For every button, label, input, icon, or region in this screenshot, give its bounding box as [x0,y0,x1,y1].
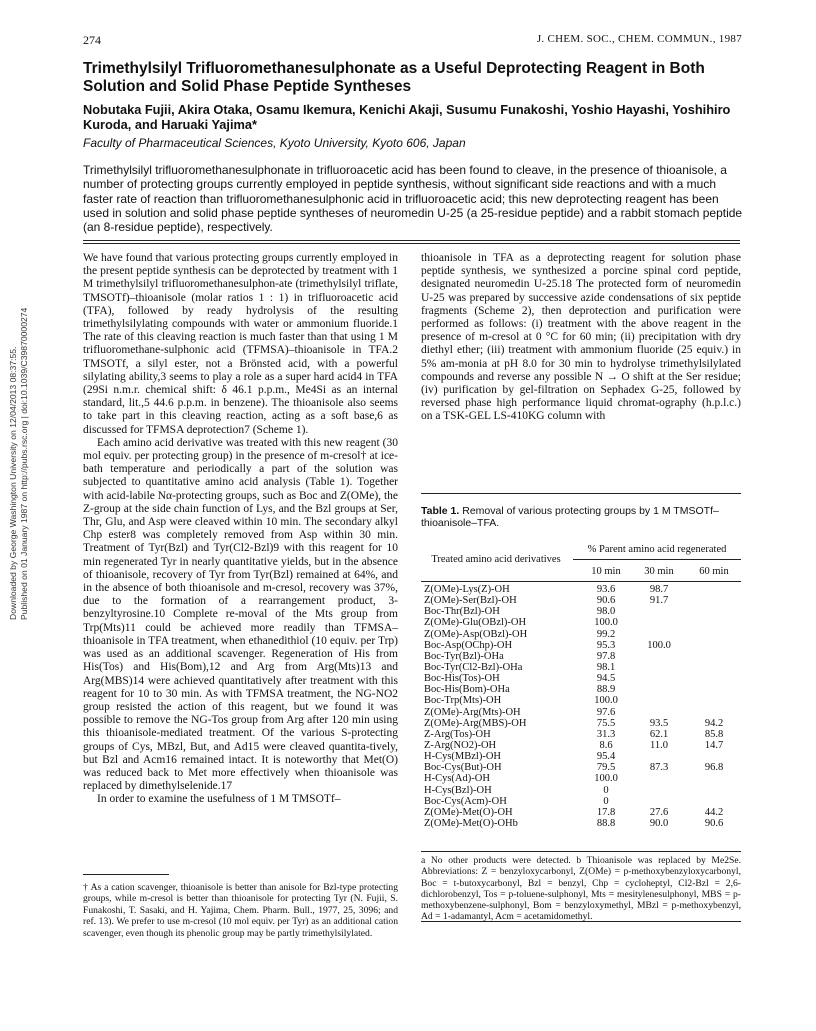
table-row [421,640,741,651]
body-column-right [421,252,741,424]
download-note: Downloaded by George Washington University on 12/04/2013 08:37:55. [8,346,18,620]
table-caption [421,505,741,529]
table-row [421,707,741,718]
table-cell-10min: 95.3 [596,639,616,651]
table-cell-10min: 97.6 [596,706,616,718]
table-row [421,584,741,595]
table-row [421,818,741,829]
table-rule-top [421,493,741,494]
table-cell-derivative: Z-Arg(Tos)-OH [424,728,491,740]
body-column-left [83,252,398,807]
table-cell-10min: 94.5 [596,673,616,685]
body-paragraph: In order to examine the usefulness of 1 M TMSOTf– [97,793,341,806]
table-cell-10min: 8.6 [599,739,613,751]
table-caption-text: Removal of various protecting groups by 1 M TMSOTf–thioanisole–TFA. [421,505,719,529]
table-row [421,617,741,628]
table-cell-10min: 0 [603,795,609,807]
table-row [421,762,741,773]
table-cell-10min: 100.0 [594,695,618,707]
table-cell-derivative: H-Cys(Ad)-OH [424,773,490,785]
table-cell-10min: 75.5 [596,717,616,729]
table-cell-derivative: H-Cys(Bzl)-OH [424,784,492,796]
table-group-header: % Parent amino acid regenerated [587,544,727,555]
table-cell-10min: 0 [603,784,609,796]
table-cell-derivative: H-Cys(MBzl)-OH [424,751,501,763]
article-title: Trimethylsilyl Trifluoromethanesulphonate as a Useful Deprotecting Reagent in Both Solution and Solid Phase Peptide Syntheses [83,60,705,95]
table-row [421,773,741,784]
table-cell-30min: 93.5 [649,717,669,729]
table-cell-derivative: Z-Arg(NO2)-OH [424,739,497,751]
table-cell-60min: 44.2 [704,806,724,818]
table-cell-derivative: Boc-Cys(Acm)-OH [424,795,507,807]
table-cell-10min: 93.6 [596,584,616,595]
table-row [421,684,741,695]
table-end-rule [421,921,741,922]
table-row [421,651,741,662]
table-cell-derivative: Z(OMe)-Arg(MBS)-OH [424,717,527,729]
table-cell-derivative: Z(OMe)-Ser(Bzl)-OH [424,595,517,607]
body-paragraph: thioanisole in TFA as a deprotecting reagent for solution phase peptide synthesis, we synthesized a porcine spinal cord peptide, designated neuromedin U-25.18 The protected form of neuromedin U-25 was prepared by successive azide condensations of six peptide fragments (Scheme 2), then deprotection and purification were performed as follows: (i) treatment with the above reagent in the presence of m-cresol at 0 °C for 60 min; (ii) precipitation with dry diethyl ether; (iii) treatment with ammonium fluoride (25 equiv.) in 5% am-monia at pH 8.0 for 30 min to hydrolyse trimethylsilylated compounds and reverse any possible N → O shift at the Ser residue; (iv) purification by gel-filtration on Sephadex G-25, followed by reversed phase high performance liquid chromat-ography (h.p.l.c.) on a TSK-GEL LS-410KG column with [421,252,741,423]
table-col-header-10min: 10 min [591,566,621,577]
table-body [421,584,741,829]
table-cell-30min: 91.7 [649,595,669,607]
table-cell-10min: 95.4 [596,751,616,763]
table-cell-derivative: Z(OMe)-Asp(OBzl)-OH [424,628,528,640]
table-cell-60min: 85.8 [704,728,724,740]
footnote: † As a cation scavenger, thioanisole is better than anisole for Bzl-type protecting groups, while m-cresol is better than thioanisole for protecting Tyr (N. Fujii, S. Funakoshi, T. Sasaki, and H. Yajima, Chem. Pharm. Bull., 1977, 25, 3096; and ref. 13). We prefer to use m-cresol (10 mol equiv. per Tyr) as an additional cation scavenger, even though its phenolic group may be partly trimethylsilylated. [83,882,398,939]
table-cell-10min: 31.3 [596,728,616,740]
table-cell-derivative: Boc-Tyr(Cl2-Bzl)-OHa [424,661,523,673]
page-number: 274 [83,33,101,47]
table-cell-10min: 79.5 [596,762,616,774]
table-cell-60min: 90.6 [704,817,724,829]
table-header-rule [421,581,741,582]
table-row [421,629,741,640]
abstract: Trimethylsilyl trifluoromethanesulphonate in trifluoroacetic acid has been found to cleave, in the presence of thioanisole, a number of protecting groups currently employed in peptide synthesis, without significant side reactions and with a much faster rate of reaction than trifluoromethanesulphonic acid in trifluoroacetic acid; this new deprotecting reagent has been used in solution and solid phase peptide syntheses of neuromedin U-25 (a 25-residue peptide) and a rabbit stomach peptide (an 8-residue peptide), respectively. [83,163,743,235]
table-row [421,729,741,740]
table-cell-10min: 99.2 [596,628,616,640]
publish-note: Published on 01 January 1987 on http://pubs.rsc.org | doi:10.1039/C39870000274 [19,307,29,620]
body-paragraph: We have found that various protecting groups currently employed in the present peptide synthesis can be deprotected by treatment with 1 M trimethylsilyl trifluoromethanesulphon-ate (trimethylsilyl triflate, TMSOTf)–thioanisole (molar ratios 1 : 1) in trifluoroacetic acid (TFA), followed by ready hydrolysis of the resulting trimethylsilylating compounds with water or ammonium fluoride.1 The rate of this cleaving reaction is much faster than that using 1 M trifluoromethane-sulphonic acid (TFMSA)–thioanisole in TFA.2 TMSOTf, a silyl ester, not a Brönsted acid, with a powerful silylating ability,3 seems to play a role as a super hard acid4 in TFA (29Si n.m.r. chemical shift: δ 46.1 p.p.m., Me4Si as an internal standard, lit.,5 44.6 p.p.m. in benzene). The thioanisole also seems to take part in this cleaving reaction, acting as a soft base,6 as discussed for TFMSA deprotection7 (Scheme 1). [83,252,398,436]
table-group-rule [573,559,741,560]
table-col-header-60min: 60 min [699,566,729,577]
table-row [421,751,741,762]
table-rule-bottom [421,851,741,852]
table-col-header-30min: 30 min [644,566,674,577]
table-cell-10min: 98.0 [596,606,616,618]
table-cell-derivative: Boc-Asp(OChp)-OH [424,639,513,651]
table-cell-derivative: Z(OMe)-Met(O)-OHb [424,817,518,829]
table-cell-10min: 88.9 [596,684,616,696]
table-cell-30min: 62.1 [649,728,669,740]
table-cell-10min: 17.8 [596,806,616,818]
table-cell-10min: 98.1 [596,661,616,673]
table-row [421,807,741,818]
table-row [421,595,741,606]
table-cell-60min: 94.2 [704,717,724,729]
sidebar-provenance [6,240,32,620]
table-cell-10min: 90.6 [596,595,616,607]
table-cell-derivative: Z(OMe)-Glu(OBzl)-OH [424,617,527,629]
table-cell-60min: 96.8 [704,762,724,774]
table-cell-30min: 100.0 [647,639,671,651]
table-row [421,796,741,807]
footnote-rule [83,874,169,875]
body-paragraph: Each amino acid derivative was treated with this new reagent (30 mol equiv. per protecting group) in the presence of m-cresol† at ice-bath temperature and periodically a part of the solution was subjected to quantitative amino acid analysis (Table 1). Together with acid-labile Nα-protecting groups, such as Boc and Z(OMe), the Z-group at the side chain function of Lys, and the Bzl groups at Ser, Thr, Glu, and Asp were cleaved within 10 min. The secondary alkyl Chp ester8 was completely removed from Asp within 30 min. Treatment of Tyr(Bzl) and Tyr(Cl2-Bzl)9 with this reagent for 10 min regenerated Tyr in nearly quantitative yields, but in the absence of thioanisole, recovery of Tyr from Tyr(Bzl) remained at 64%, and in the absence of both thioanisole and m-cresol, recovery was 37%, due to the formation of a rearrangement product, 3-benzyltyrosine.10 Complete re-moval of the Mts group from Trp(Mts)11 could be achieved more readily than TFMSA–thioanisole in TFA treatment, when ethanedithiol (10 equiv. per Trp) was used as an additional scavenger. Regeneration of His from His(Tos) and His(Bom),12 and Arg from Arg(Mts)13 and Arg(MBS)14 were achieved quantitatively after treatment with this reagent for 10 to 30 min. As with TFMSA treatment, the NG-NO2 group resisted the action of this reagent, but we found it was possible to remove the NG-Tos group from Arg after 120 min using this thioanisole-mediated treatment. Of the various S-protecting groups of Cys, MBzl, But, and Ad15 were cleaved quantita-tively, but Bzl and Acm16 remained intact. It is noteworthy that Met(O) was reduced back to Met more effectively when thioanisole was replaced by dimethylselenide.17 [83,436,398,793]
table-cell-30min: 98.7 [649,584,669,595]
table-cell-derivative: Z(OMe)-Lys(Z)-OH [424,584,510,595]
table-row [421,662,741,673]
table-cell-derivative: Z(OMe)-Met(O)-OH [424,806,513,818]
table-row [421,695,741,706]
header-rule-thin [83,243,740,244]
table-cell-derivative: Boc-Trp(Mts)-OH [424,695,502,707]
table-cell-derivative: Boc-His(Bom)-OHa [424,684,510,696]
table-cell-10min: 97.8 [596,650,616,662]
table-row [421,673,741,684]
table-cell-60min: 14.7 [704,739,724,751]
table-cell-30min: 27.6 [649,806,669,818]
table-cell-derivative: Boc-Tyr(Bzl)-OHa [424,650,504,662]
table-cell-10min: 88.8 [596,817,616,829]
table-row [421,785,741,796]
table-col-header-derivatives: Treated amino acid derivatives [431,554,561,565]
table-cell-30min: 90.0 [649,817,669,829]
table-cell-30min: 11.0 [650,739,668,751]
journal-header: J. CHEM. SOC., CHEM. COMMUN., 1987 [536,33,742,45]
table-row [421,606,741,617]
table-cell-10min: 100.0 [594,773,618,785]
table-caption-label: Table 1. [421,505,460,517]
table-cell-derivative: Boc-Thr(Bzl)-OH [424,606,500,618]
table-cell-30min: 87.3 [649,762,669,774]
table-cell-derivative: Z(OMe)-Arg(Mts)-OH [424,706,521,718]
table-cell-10min: 100.0 [594,617,618,629]
author-list: Nobutaka Fujii, Akira Otaka, Osamu Ikemura, Kenichi Akaji, Susumu Funakoshi, Yoshio Hayashi, Yoshihiro Kuroda, and Haruaki Yajima* [83,102,731,132]
table-notes: a No other products were detected. b Thioanisole was replaced by Me2Se. Abbreviations: Z = benzyloxycarbonyl, Z(OMe) = p-methoxybenzyloxycarbonyl, Boc = t-butoxycarbonyl, Bzl = benzyl, Chp = cycloheptyl, Cl2-Bzl = 2,6-dichlorobenzyl, Tos = p-toluene-sulphonyl, Mts = mesitylenesulphonyl, MBS = p-methoxybenzene-sulphonyl, Bom = benzyloxymethyl, MBzl = p-methoxybenzyl, Ad = 1-adamantyl, Acm = acetamidomethyl. [421,855,741,923]
table-cell-derivative: Boc-His(Tos)-OH [424,673,500,685]
table-row [421,740,741,751]
table-row [421,718,741,729]
table-cell-derivative: Boc-Cys(But)-OH [424,762,502,774]
affiliation: Faculty of Pharmaceutical Sciences, Kyoto University, Kyoto 606, Japan [83,136,466,150]
header-rule [83,240,740,241]
